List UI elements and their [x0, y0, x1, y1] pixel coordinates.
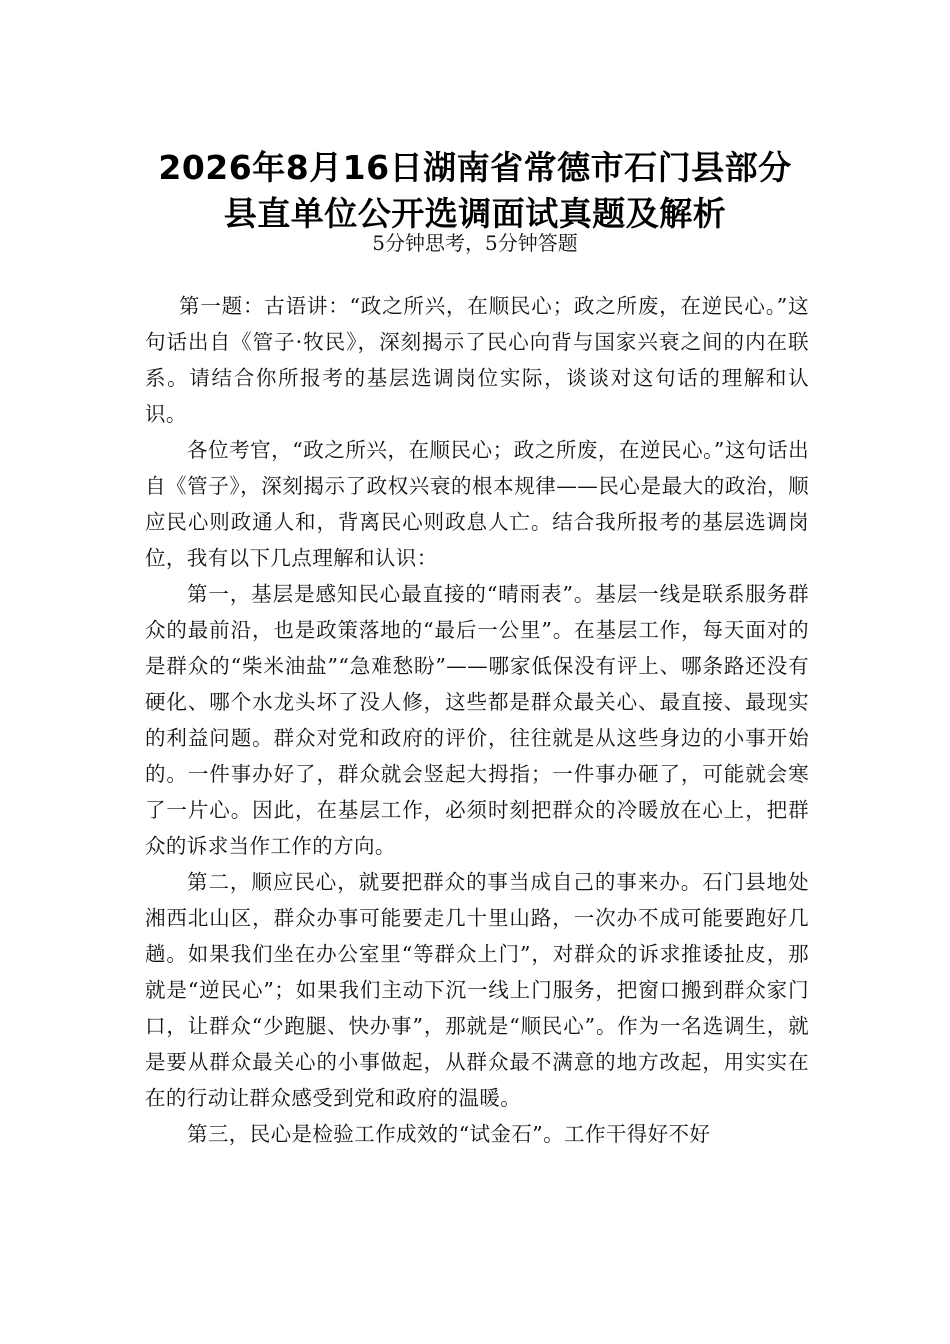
- document-title: [100, 145, 850, 237]
- answer-paragraph-point-1: 第一，基层是感知民心最直接的“晴雨表”。基层一线是联系服务群众的最前沿，也是政策落地的“最后一公里”。在基层工作，每天面对的是群众的“柴米油盐”“急难愁盼”——哪家低保没有评上、哪条路还没有硬化、哪个水龙头坏了没人修，这些都是群众最关心、最直接、最现实的利益问题。群众对党和政府的评价，往往就是从这些身边的小事开始的。一件事办好了，群众就会竖起大拇指；一件事办砸了，可能就会寒了一片心。因此，在基层工作，必须时刻把群众的冷暖放在心上，把群众的诉求当作工作的方向。: [145, 582, 809, 858]
- question-paragraph: 第一题：古语讲：“政之所兴，在顺民心；政之所废，在逆民心。”这句话出自《管子·牧民》，深刻揭示了民心向背与国家兴衰之间的内在联系。请结合你所报考的基层选调岗位实际，谈谈对这句话的理解和认识。: [145, 294, 809, 426]
- title-line-1: 2026年8月16日湖南省常德市石门县部分: [158, 148, 792, 187]
- document-body: [145, 288, 809, 1152]
- answer-paragraph-intro: 各位考官，“政之所兴，在顺民心；政之所废，在逆民心。”这句话出自《管子》，深刻揭示了政权兴衰的根本规律——民心是最大的政治，顺应民心则政通人和，背离民心则政息人亡。结合我所报考的基层选调岗位，我有以下几点理解和认识：: [145, 438, 809, 570]
- exam-format-note: 5分钟思考，5分钟答题: [372, 231, 578, 255]
- answer-paragraph-point-3: 第三，民心是检验工作成效的“试金石”。工作干得好不好: [187, 1122, 711, 1146]
- answer-paragraph-point-2: 第二，顺应民心，就要把群众的事当成自己的事来办。石门县地处湘西北山区，群众办事可能要走几十里山路，一次办不成可能要跑好几趟。如果我们坐在办公室里“等群众上门”，对群众的诉求推诿扯皮，那就是“逆民心”；如果我们主动下沉一线上门服务，把窗口搬到群众家门口，让群众“少跑腿、快办事”，那就是“顺民心”。作为一名选调生，就是要从群众最关心的小事做起，从群众最不满意的地方改起，用实实在在的行动让群众感受到党和政府的温暖。: [145, 870, 809, 1110]
- title-line-2: 县直单位公开选调面试真题及解析: [223, 194, 727, 233]
